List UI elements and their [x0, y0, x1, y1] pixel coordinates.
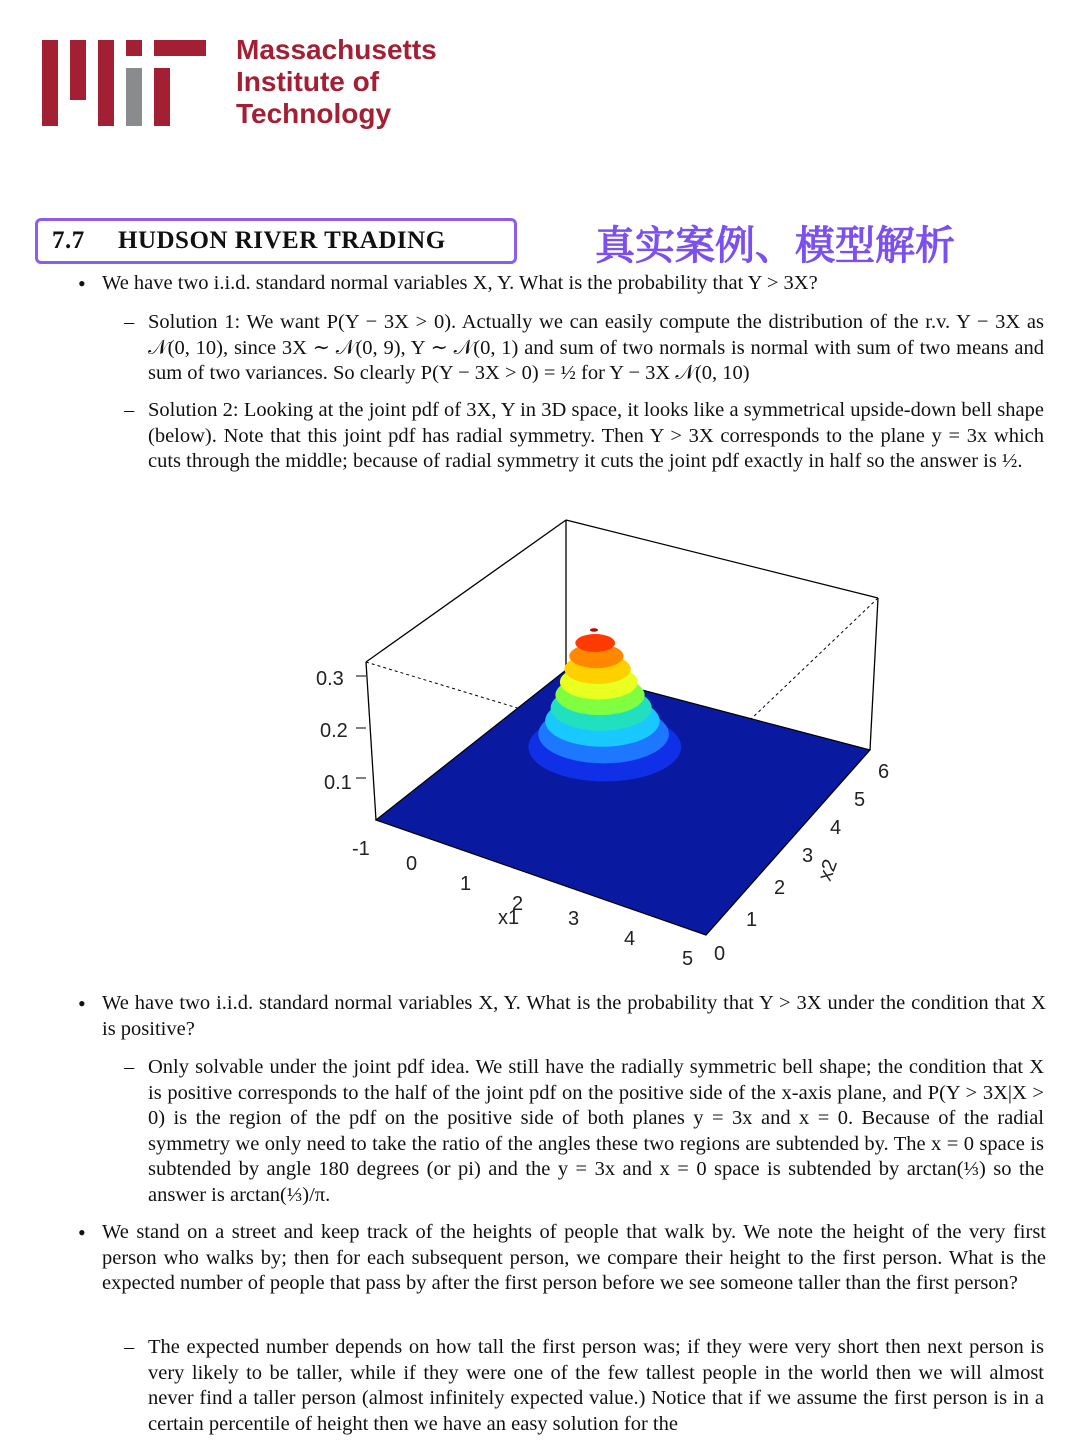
question-2: • We have two i.i.d. standard normal variables X, Y. What is the probability that Y > 3X under the condition that X is positive?	[102, 991, 1046, 1042]
y-tick-label: 0	[714, 943, 726, 965]
box-edge	[750, 598, 878, 720]
y-tick-label: 2	[774, 877, 786, 899]
answer-3: – The expected number depends on how tall the first person was; if they were very short then next person is very likely to be taller, while if they were one of the few tallest people in the world then we will almost never find a taller person (almost infinitely expected value.) Notice that if we assume the first person is in a certain percentile of height then we have an easy solution for the	[148, 1335, 1044, 1437]
x-axis-label: x1	[498, 907, 520, 929]
section-heading	[35, 218, 517, 264]
z-axis	[316, 668, 366, 794]
x-tick-label: 1	[460, 873, 472, 895]
x-tick-label: 0	[406, 853, 418, 875]
y-tick-label: 6	[878, 761, 890, 783]
question-3: • We stand on a street and keep track of the heights of people that walk by. We note the height of the very first person who walks by; then for each subsequent person, we compare their height to the first person. What is the expected number of people that pass by after the first person before we see someone taller than the first person?	[102, 1220, 1046, 1297]
institution-name	[236, 34, 437, 130]
x-tick-label: 4	[624, 928, 636, 950]
question-1: • We have two i.i.d. standard normal variables X, Y. What is the probability that Y > 3X?	[102, 271, 1046, 297]
institution-line-3: Technology	[236, 98, 392, 129]
y-tick-label: 3	[802, 845, 814, 867]
institution-line-2: Institute of	[236, 66, 380, 97]
solution-1: – Solution 1: We want P(Y − 3X > 0). Actually we can easily compute the distribution of the r.v. Y − 3X as 𝒩(0, 10), since 3X ∼ 𝒩(0, 9), Y ∼ 𝒩(0, 1) and sum of two normals is normal with sum of two means and sum of two variances. So clearly P(Y − 3X > 0) = ½ for Y − 3X 𝒩(0, 10)	[148, 310, 1044, 387]
joint-pdf-surface-chart	[290, 510, 910, 980]
z-tick-label: 0.2	[320, 720, 348, 742]
y-axis-label: x2	[814, 856, 843, 884]
x-tick-label: 2	[512, 893, 524, 915]
mit-logo	[40, 38, 210, 128]
section-title: HUDSON RIVER TRADING	[118, 227, 446, 254]
y-tick-label: 1	[746, 909, 758, 931]
x-tick-label: 5	[682, 948, 694, 970]
solution-2: – Solution 2: Looking at the joint pdf of 3X, Y in 3D space, it looks like a symmetrical upside-down bell shape (below). Note that this joint pdf has radial symmetry. Then Y > 3X corresponds to the plane y = 3x which cuts through the middle; because of radial symmetry it cuts the joint pdf exactly in half so the answer is ½.	[148, 398, 1044, 475]
section-number: 7.7	[52, 227, 85, 254]
surface-band	[575, 634, 615, 652]
answer-2: – Only solvable under the joint pdf idea. We still have the radially symmetric bell shape; the condition that X is positive corresponds to the half of the joint pdf on the positive side of the x-axis plane, and P(Y > 3X|X > 0) is the region of the pdf on the positive side of both planes y = 3x and x = 0. Because of the radial symmetry we only need to take the ratio of the angles these two regions are subtended by. The x = 0 space is subtended by angle 180 degrees (or pi) and the y = 3x and x = 0 space is subtended by arctan(⅓) so the answer is arctan(⅓)/π.	[148, 1055, 1044, 1208]
y-tick-label: 5	[854, 789, 866, 811]
box-edge	[870, 598, 878, 750]
chinese-banner: 真实案例、模型解析	[595, 223, 955, 269]
box-edge	[366, 662, 376, 820]
y-tick-label: 4	[830, 817, 842, 839]
institution-line-1: Massachusetts	[236, 34, 437, 65]
z-tick-label: 0.3	[316, 668, 344, 690]
x-tick-label: 3	[568, 908, 580, 930]
box-edge	[566, 520, 878, 598]
box-edge	[366, 520, 566, 662]
surface-band	[590, 628, 598, 632]
x-tick-label: -1	[352, 838, 370, 860]
z-tick-label: 0.1	[324, 772, 352, 794]
